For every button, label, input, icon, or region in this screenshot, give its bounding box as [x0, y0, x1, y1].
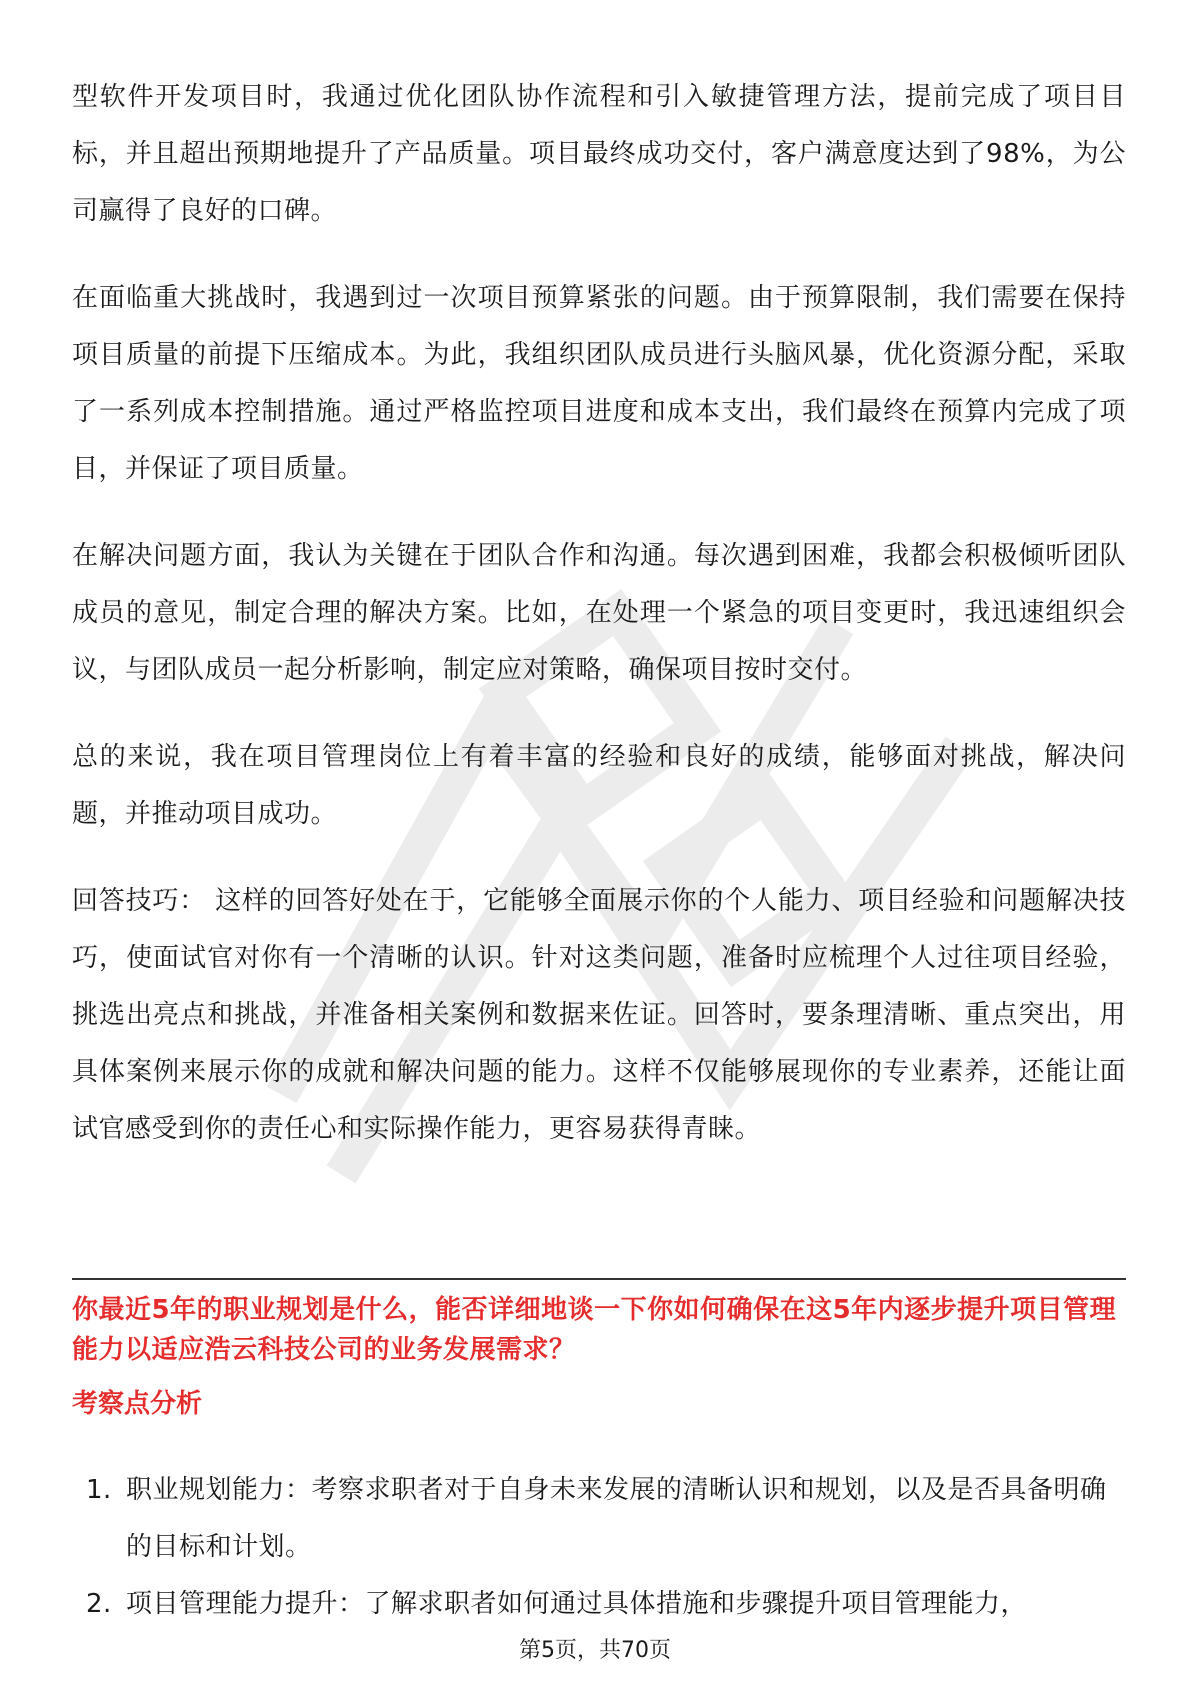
question-heading: 你最近5年的职业规划是什么，能否详细地谈一下你如何确保在这5年内逐步提升项目管理能力以适应浩云科技公司的业务发展需求？: [72, 1295, 1117, 1365]
analysis-heading: 考察点分析: [72, 1389, 203, 1419]
list-item-number: 2.: [86, 1589, 112, 1619]
paragraph-summary: 总的来说，我在项目管理岗位上有着丰富的经验和良好的成绩，能够面对挑战，解决问题，并推动项目成功。: [72, 742, 1126, 829]
list-item: [72, 1462, 1126, 1576]
list-item-text: 职业规划能力：考察求职者对于自身未来发展的清晰认识和规划，以及是否具备明确的目标和计划。: [126, 1475, 1107, 1562]
list-item-text: 项目管理能力提升：了解求职者如何通过具体措施和步骤提升项目管理能力，: [126, 1589, 1028, 1619]
paragraph-problem-solving: 在解决问题方面，我认为关键在于团队合作和沟通。每次遇到困难，我都会积极倾听团队成员的意见，制定合理的解决方案。比如，在处理一个紧急的项目变更时，我迅速组织会议，与团队成员一起分析影响，制定应对策略，确保项目按时交付。: [72, 541, 1126, 685]
paragraph-project-results: 型软件开发项目时，我通过优化团队协作流程和引入敏捷管理方法，提前完成了项目目标，并且超出预期地提升了产品质量。项目最终成功交付，客户满意度达到了98%，为公司赢得了良好的口碑。: [72, 82, 1126, 226]
body-text: [72, 72, 1126, 1188]
list-item: [72, 1576, 1126, 1633]
paragraph-challenge: 在面临重大挑战时，我遇到过一次项目预算紧张的问题。由于预算限制，我们需要在保持项目质量的前提下压缩成本。为此，我组织团队成员进行头脑风暴，优化资源分配，采取了一系列成本控制措施。通过严格监控项目进度和成本支出，我们最终在预算内完成了项目，并保证了项目质量。: [72, 283, 1126, 484]
page-footer: 第5页，共70页: [519, 1638, 671, 1663]
list-item-number: 1.: [86, 1475, 112, 1505]
paragraph-answer-tips: 回答技巧： 这样的回答好处在于，它能够全面展示你的个人能力、项目经验和问题解决技巧，使面试官对你有一个清晰的认识。针对这类问题，准备时应梳理个人过往项目经验，挑选出亮点和挑战，并准备相关案例和数据来佐证。回答时，要条理清晰、重点突出，用具体案例来展示你的成就和解决问题的能力。这样不仅能够展现你的专业素养，还能让面试官感受到你的责任心和实际操作能力，更容易获得青睐。: [72, 886, 1126, 1144]
section-divider: [72, 1278, 1126, 1280]
analysis-list: [72, 1462, 1126, 1633]
